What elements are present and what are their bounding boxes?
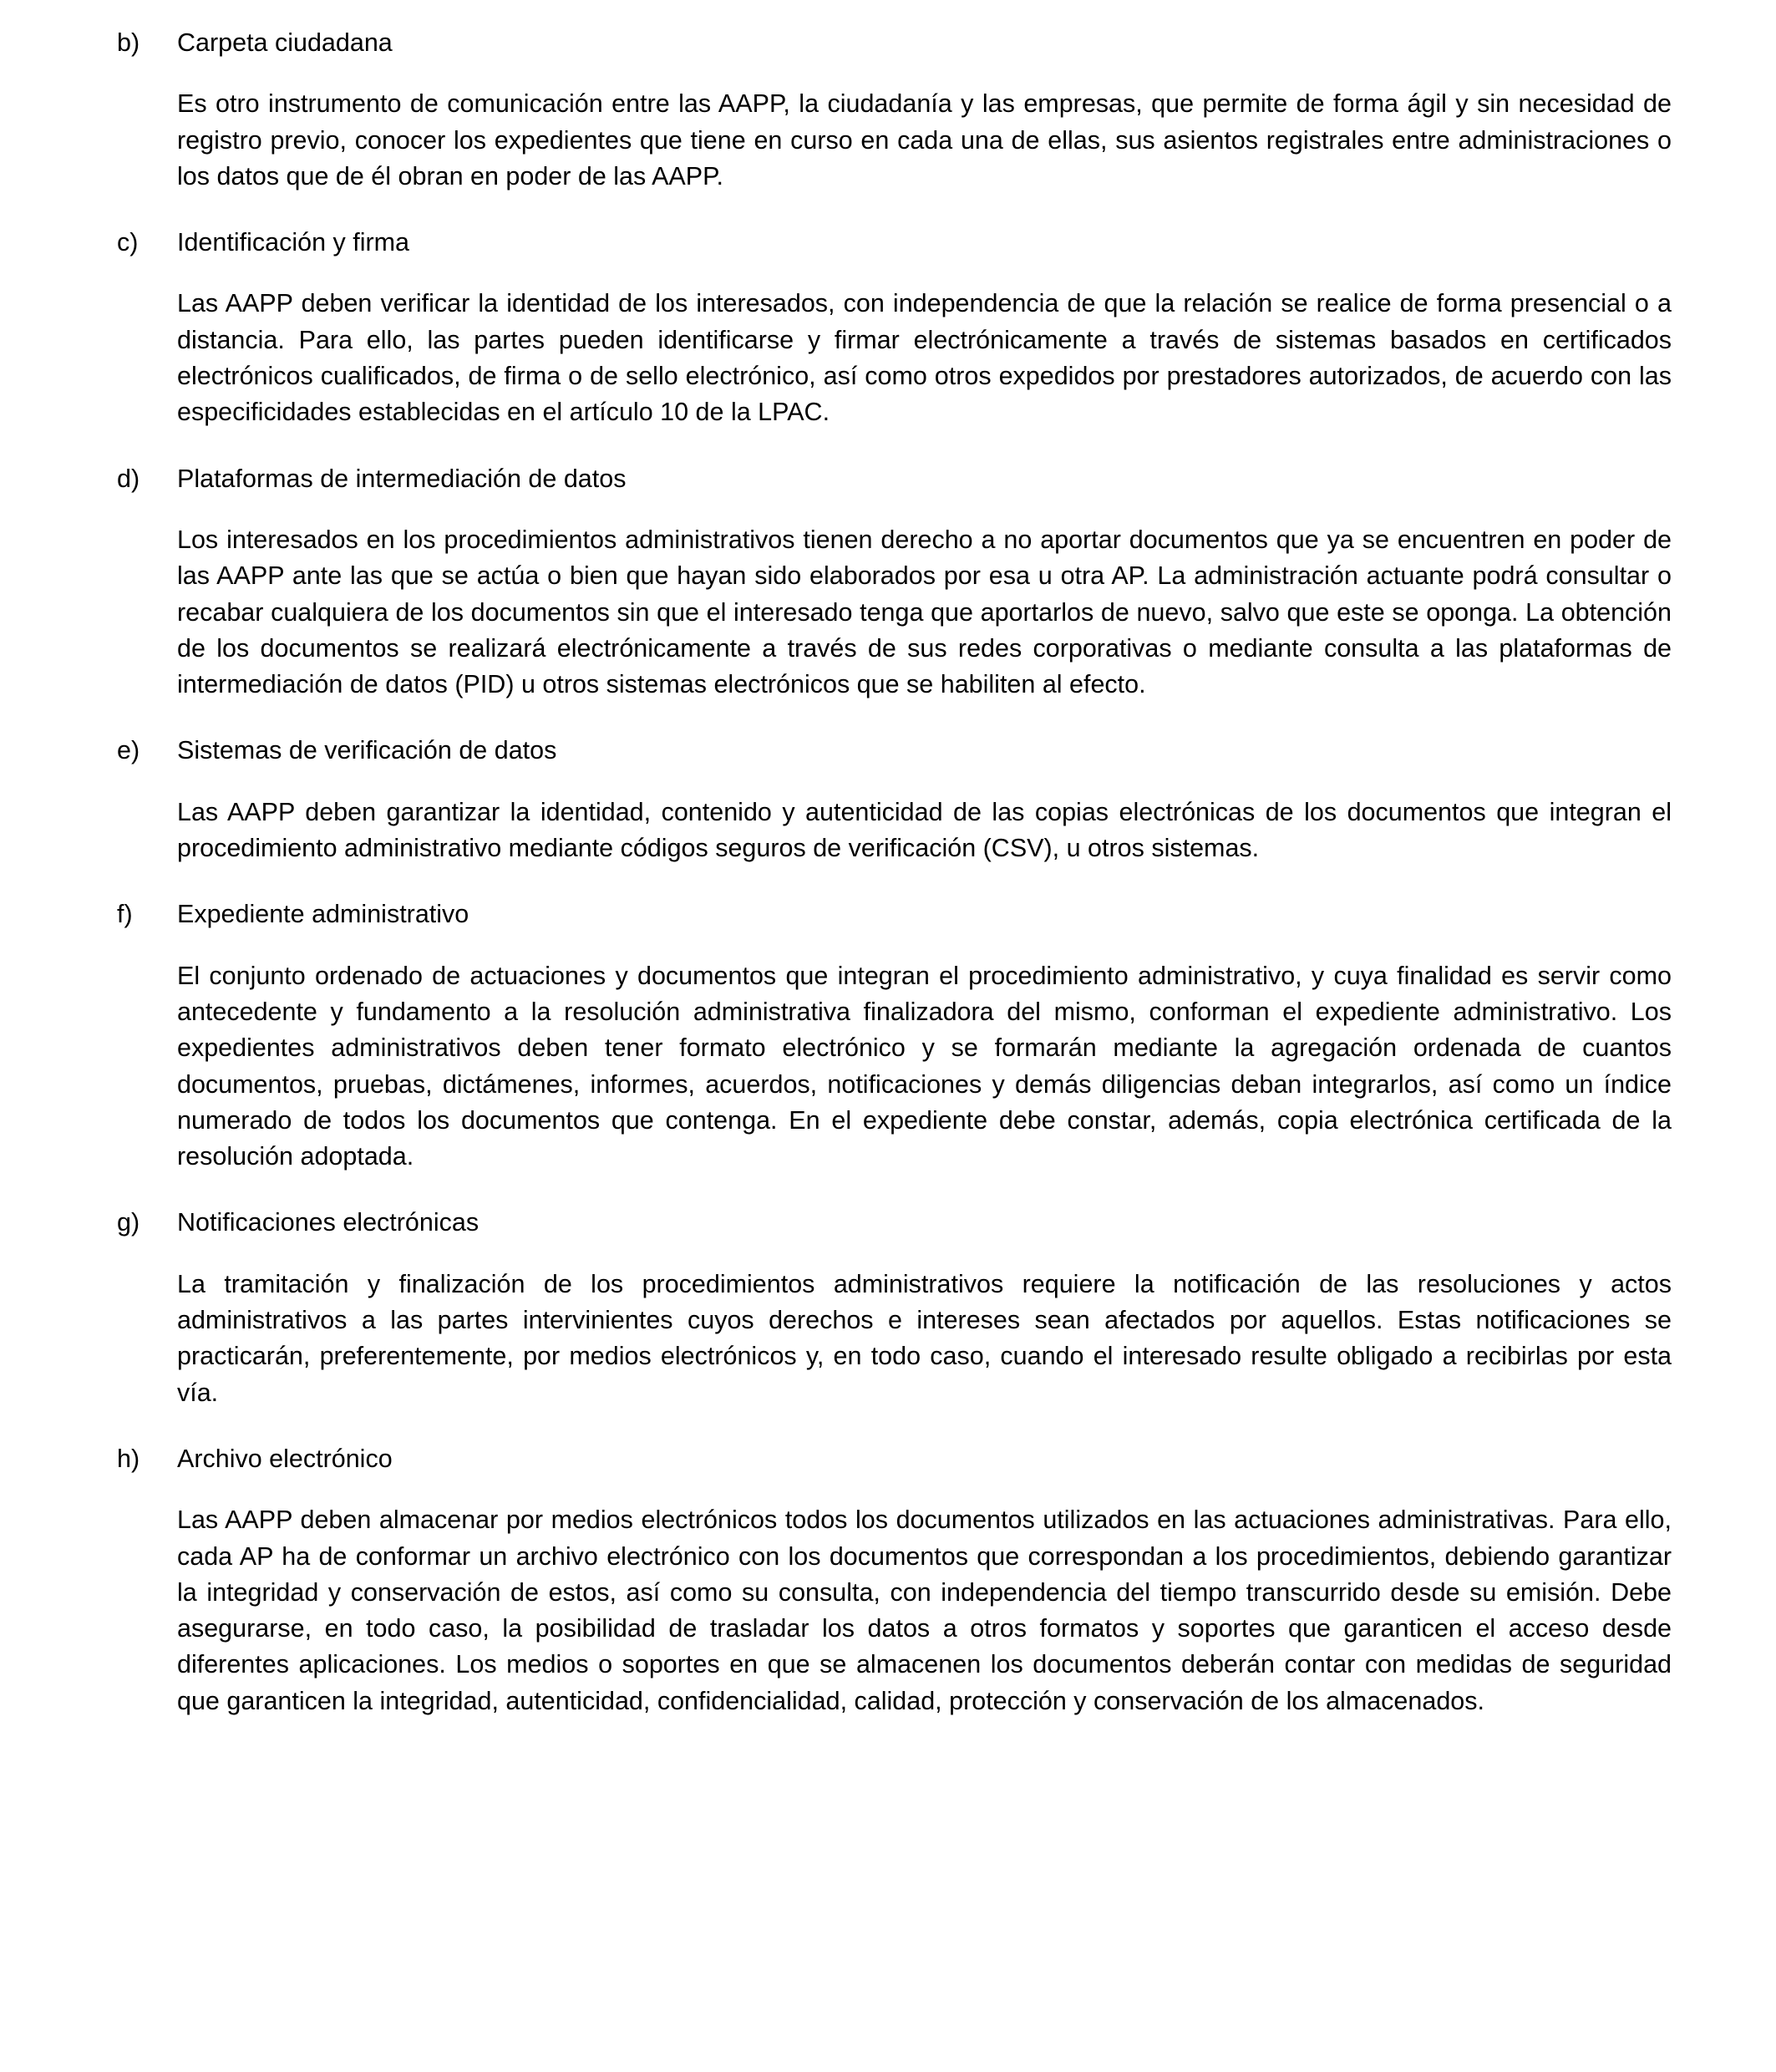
section-heading [117, 25, 1672, 61]
spacer [117, 1250, 1672, 1267]
section-heading [117, 461, 1672, 497]
section-paragraph: Los interesados en los procedimientos administrativos tienen derecho a no aportar documentos que ya se encuentren en poder de las AAPP ante las que se actúa o bien que hayan sido elaborados por esa u otra AP. La administración actuante podrá consultar o recabar cualquiera de los documentos sin que el interesado tenga que aportarlos de nuevo, salvo que este se oponga. La obtención de los documentos se realizará electrónicamente a través de sus redes corporativas o mediante consulta a las plataformas de intermediación de datos (PID) u otros sistemas electrónicos que se habiliten al efecto. [177, 525, 1672, 699]
section-f [117, 896, 1672, 1175]
section-marker: f) [117, 900, 133, 929]
spacer [117, 505, 1672, 522]
section-marker: d) [117, 464, 140, 493]
section-title: Archivo electrónico [177, 1444, 393, 1473]
section-paragraph: Es otro instrumento de comunicación entre las AAPP, la ciudadanía y las empresas, que permite de forma ágil y sin necesidad de registro previo, conocer los expedientes que tiene en curso en cada una de ellas, sus asientos registrales entre administraciones o los datos que de él obran en poder de las AAPP. [177, 89, 1672, 190]
section-paragraph: Las AAPP deben garantizar la identidad, contenido y autenticidad de las copias electrónicas de los documentos que integran el procedimiento administrativo mediante códigos seguros de verificación (CSV), u otros sistemas. [177, 797, 1672, 863]
section-b [117, 25, 1672, 195]
section-title: Expediente administrativo [177, 900, 469, 929]
section-title: Notificaciones electrónicas [177, 1208, 480, 1237]
section-paragraph: La tramitación y finalización de los procedimientos administrativos requiere la notificación de las resoluciones y actos administrativos a las partes intervinientes cuyos derechos e intereses sean afectados por aquellos. Estas notificaciones se practicarán, preferentemente, por medios electrónicos y, en todo caso, cuando el interesado resulte obligado a recibirlas por esta vía. [177, 1269, 1672, 1407]
section-marker: b) [117, 28, 140, 57]
section-paragraph: El conjunto ordenado de actuaciones y documentos que integran el procedimiento administrativo, y cuya finalidad es servir como antecedente y fundamento a la resolución administrativa finalizadora del mismo, conforman el expediente administrativo. Los expedientes administrativos deben tener formato electrónico y se formarán mediante la agregación ordenada de cuantos documentos, pruebas, dictámenes, informes, acuerdos, notificaciones y demás diligencias deban integrarlos, así como un índice numerado de todos los documentos que contenga. En el expediente debe constar, además, copia electrónica certificada de la resolución adoptada. [177, 961, 1672, 1171]
section-d [117, 461, 1672, 703]
spacer [117, 778, 1672, 795]
spacer [117, 69, 1672, 86]
section-heading [117, 225, 1672, 261]
spacer [117, 942, 1672, 958]
section-title: Identificación y firma [177, 228, 409, 257]
section-marker: c) [117, 228, 139, 257]
section-title: Sistemas de verificación de datos [177, 736, 557, 765]
section-g [117, 1205, 1672, 1410]
section-paragraph: Las AAPP deben verificar la identidad de los interesados, con independencia de que la relación se realice de forma presencial o a distancia. Para ello, las partes pueden identificarse y firmar electrónicamente a través de sistemas basados en certificados electrónicos cualificados, de firma o de sello electrónico, así como otros expedidos por prestadores autorizados, de acuerdo con las especificidades establecidas en el artículo 10 de la LPAC. [177, 289, 1672, 427]
section-c [117, 225, 1672, 430]
section-marker: g) [117, 1208, 140, 1237]
section-paragraph: Las AAPP deben almacenar por medios electrónicos todos los documentos utilizados en las actuaciones administrativas. Para ello, cada AP ha de conformar un archivo electrónico con los documentos que correspondan a los procedimientos, debiendo garantizar la integridad y conservación de estos, así como su consulta, con independencia del tiempo transcurrido desde su emisión. Debe asegurarse, en todo caso, la posibilidad de trasladar los datos a otros formatos y soportes que garanticen el acceso desde diferentes aplicaciones. Los medios o soportes en que se almacenen los documentos deberán contar con medidas de seguridad que garanticen la integridad, autenticidad, confidencialidad, calidad, protección y conservación de los almacenados. [177, 1506, 1672, 1715]
spacer [117, 269, 1672, 286]
section-heading [117, 1205, 1672, 1241]
section-heading [117, 896, 1672, 932]
section-h [117, 1441, 1672, 1719]
section-title: Plataformas de intermediación de datos [177, 464, 627, 493]
section-e [117, 733, 1672, 866]
section-heading [117, 1441, 1672, 1477]
spacer [117, 1485, 1672, 1502]
section-heading [117, 733, 1672, 769]
section-marker: e) [117, 736, 140, 765]
section-title: Carpeta ciudadana [177, 28, 393, 57]
section-marker: h) [117, 1444, 140, 1473]
